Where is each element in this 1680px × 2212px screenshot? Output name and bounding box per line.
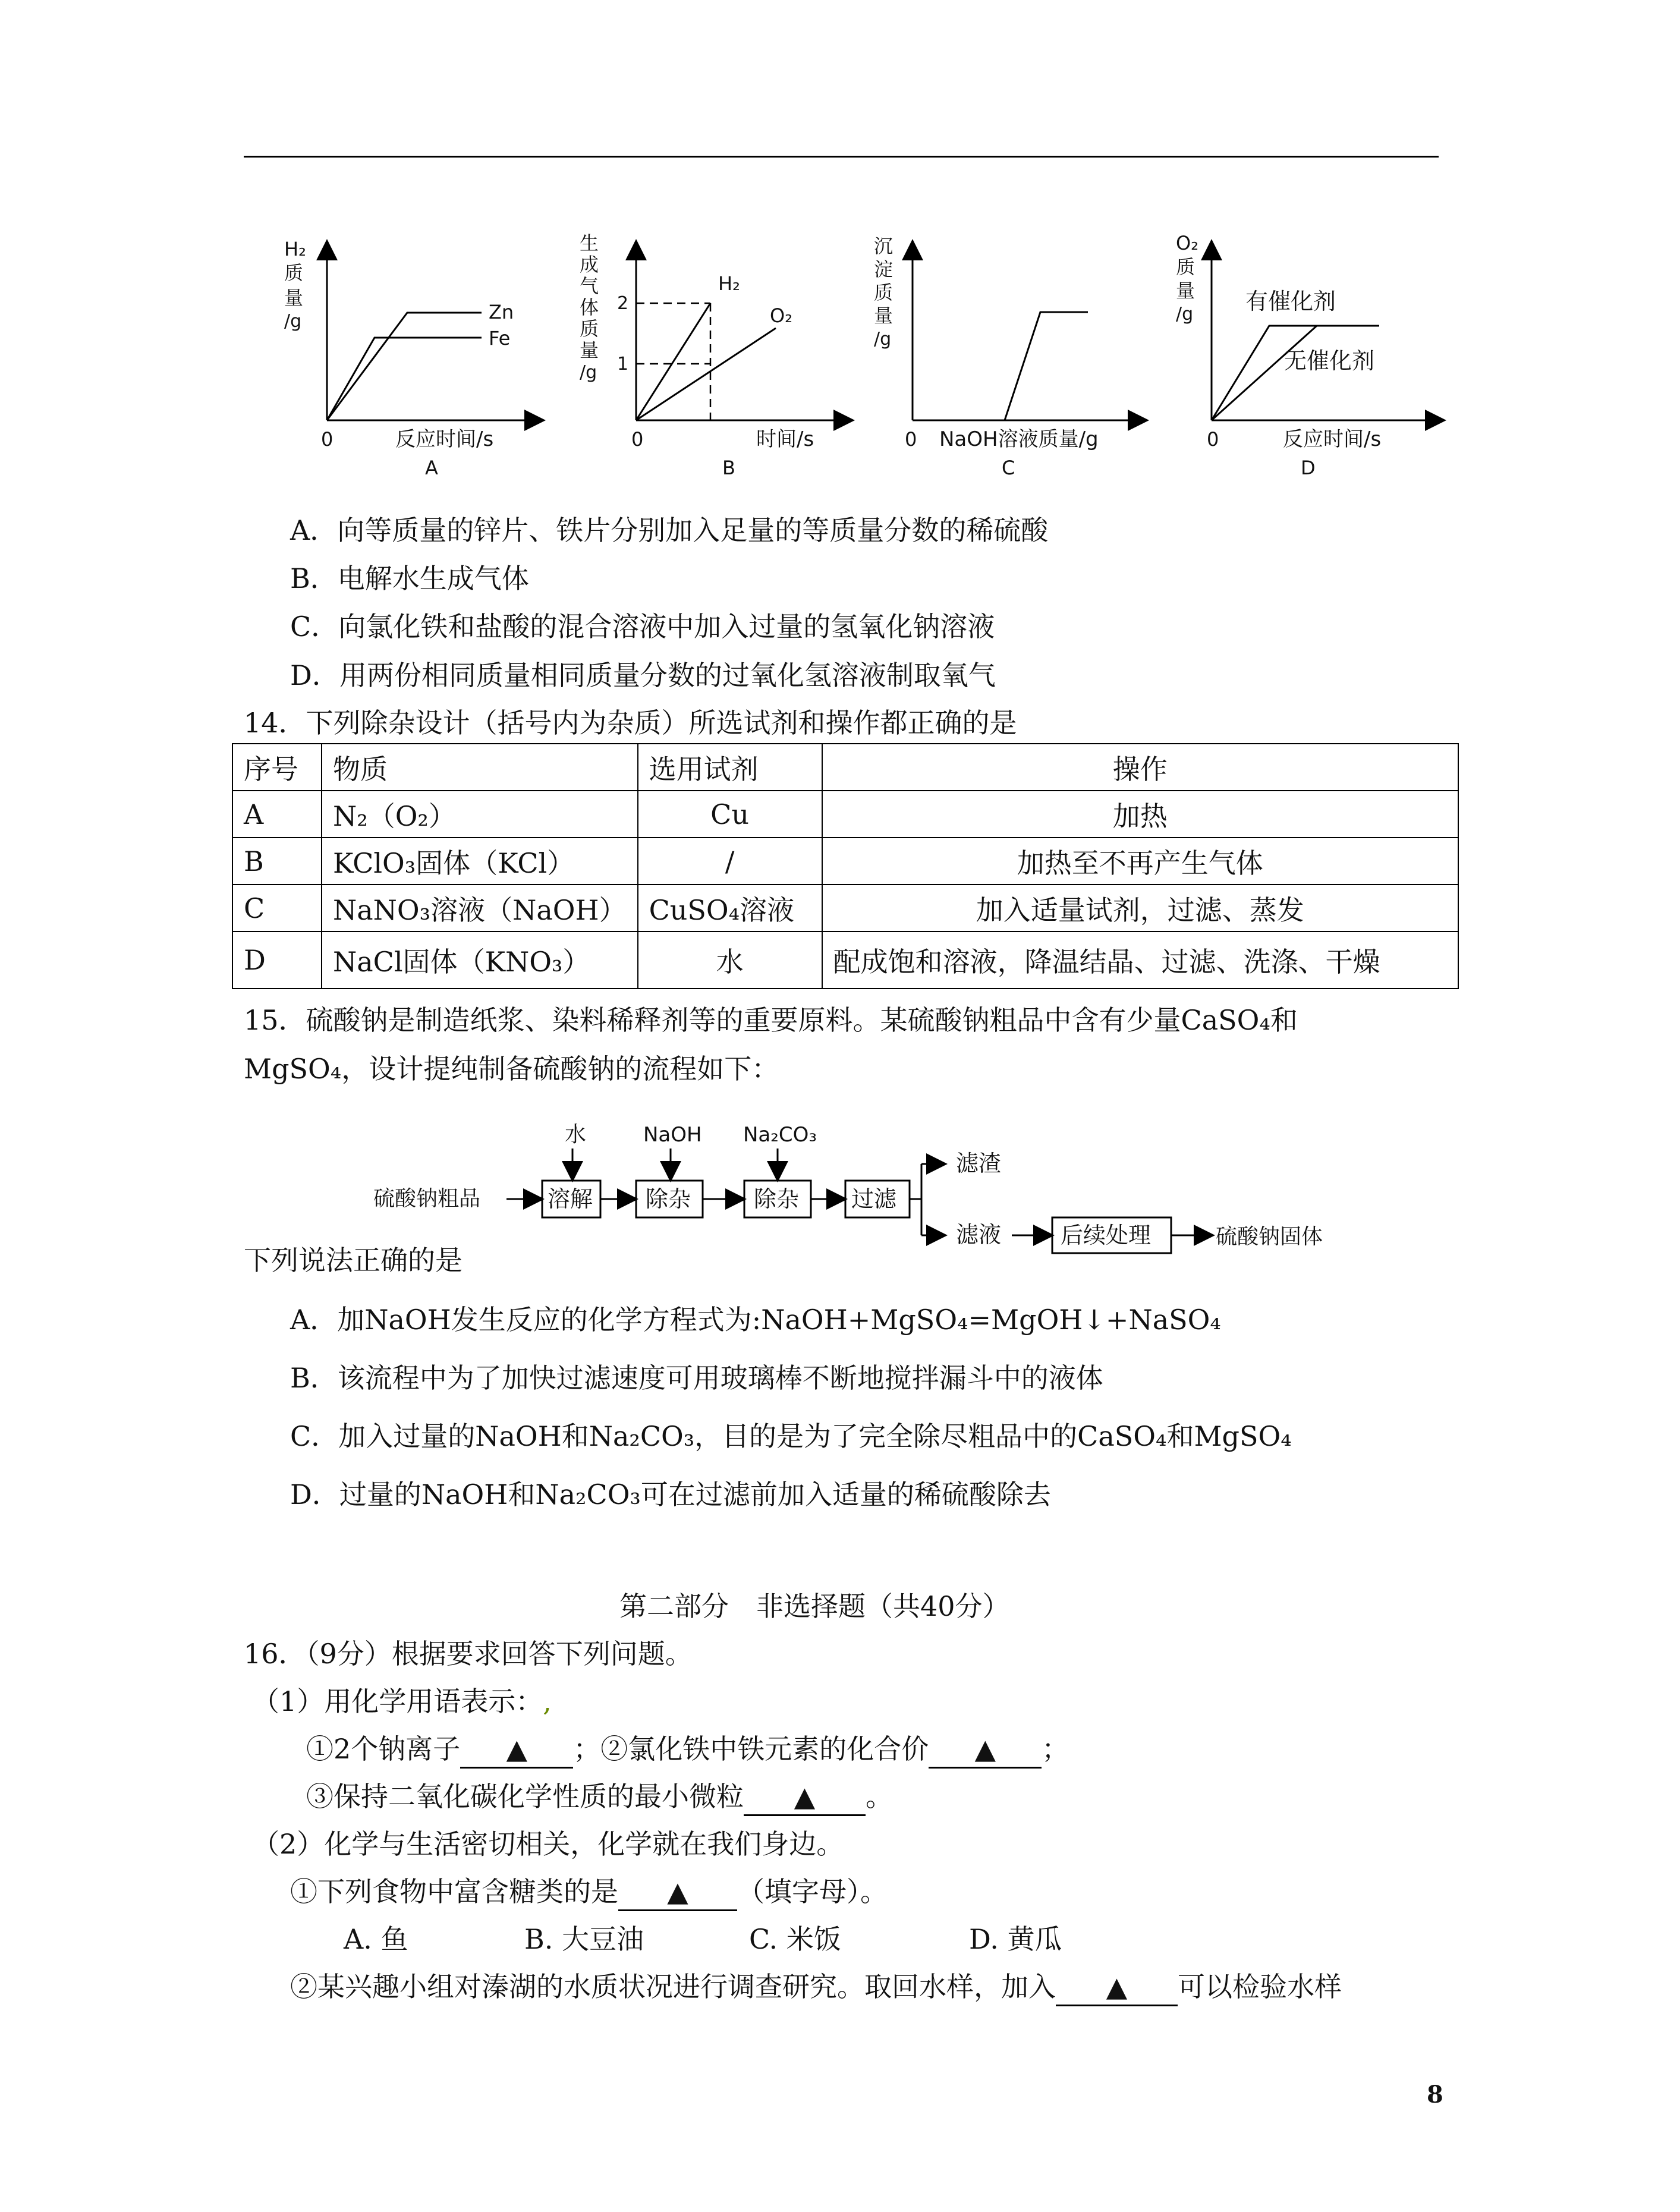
graph-c-ylabel-2: 质	[874, 281, 894, 304]
table-cell: KClO₃固体（KCl）	[322, 838, 638, 885]
q15-stem-1: 15．硫酸钠是制造纸浆、染料稀释剂等的重要原料。某硫酸钠粗品中含有少量CaSO₄和	[244, 1004, 1298, 1036]
q16-sub1-mark: ,	[543, 1685, 552, 1717]
page-number: 8	[1427, 2081, 1443, 2109]
q16-l4b: 可以检验水样	[1178, 1971, 1342, 2003]
q16-l1a: ①2个钠离子	[306, 1733, 461, 1765]
q15-stem-2: MgSO₄，设计提纯制备硫酸钠的流程如下：	[244, 1053, 779, 1085]
flow-box-post-label: 后续处理	[1061, 1222, 1152, 1248]
graph-c-line	[913, 312, 1088, 420]
table-cell: D	[232, 932, 322, 989]
q15-option-c: C．加入过量的NaOH和Na₂CO₃，目的是为了完全除尽粗品中的CaSO₄和MgSO₄	[290, 1420, 1292, 1452]
q15-option-d: D．过量的NaOH和Na₂CO₃可在过滤前加入适量的稀硫酸除去	[290, 1478, 1051, 1511]
graph-c-ylabel-3: 量	[874, 304, 894, 327]
q16-line-4	[290, 1969, 1342, 2006]
q16-line-3	[290, 1874, 888, 1911]
table-row	[232, 791, 1458, 838]
graph-b-ylabel-6: /g	[580, 362, 597, 383]
q16-stem: 16．（9分）根据要求回答下列问题。	[244, 1638, 693, 1670]
q14-stem: 14．下列除杂设计（括号内为杂质）所选试剂和操作都正确的是	[244, 707, 1017, 739]
table-cell: 加入适量试剂，过滤、蒸发	[822, 885, 1458, 932]
flow-input-na2co3: Na₂CO₃	[743, 1123, 817, 1147]
q16-sub2: （2）化学与生活密切相关，化学就在我们身边。	[252, 1828, 844, 1860]
graph-a-ylabel-0: H₂	[284, 238, 306, 260]
graph-c-ylabel-0: 沉	[874, 235, 894, 257]
q16-line-1	[306, 1731, 1069, 1769]
q15-prompt: 下列说法正确的是	[244, 1244, 463, 1276]
th-reagent: 选用试剂	[638, 744, 822, 791]
graph-d-series-catalyst: 有催化剂	[1245, 288, 1336, 314]
table-cell: C	[232, 885, 322, 932]
flow-box-dissolve-label: 溶解	[548, 1186, 593, 1212]
q15-flowchart	[369, 1118, 1415, 1260]
table-cell: CuSO₄溶液	[638, 885, 822, 932]
flow-filtrate: 滤液	[956, 1222, 1002, 1248]
table-cell: NaCl固体（KNO₃）	[322, 932, 638, 989]
graph-b-ylabel-4: 质	[580, 317, 599, 340]
graph-b-ylabel-2: 气	[580, 275, 599, 297]
table-header-row	[232, 744, 1458, 791]
table-cell: 加热至不再产生气体	[822, 838, 1458, 885]
graphs-row	[262, 226, 1480, 482]
graph-b-tick-2: 2	[617, 293, 629, 314]
table-cell: N₂（O₂）	[322, 791, 638, 838]
graph-a-series-zn: Zn	[489, 301, 514, 323]
graph-a-line-zn	[327, 313, 482, 420]
graph-c-xlabel: NaOH溶液质量/g	[939, 427, 1099, 451]
choice-a: A. 鱼	[344, 1923, 408, 1955]
graph-d-xlabel: 反应时间/s	[1283, 427, 1382, 451]
graph-b-series-h2: H₂	[718, 272, 740, 295]
graph-a-xlabel: 反应时间/s	[395, 427, 494, 451]
graph-b-label: B	[722, 457, 735, 479]
q14-table	[232, 743, 1459, 989]
answer-blank-3[interactable]: ▲	[744, 1779, 866, 1816]
choice-d: D. 黄瓜	[969, 1923, 1062, 1955]
graph-b-line-o2	[636, 328, 776, 420]
table-cell: NaNO₃溶液（NaOH）	[322, 885, 638, 932]
graph-b	[580, 232, 844, 479]
graph-b-xlabel: 时间/s	[756, 427, 814, 451]
graph-c-ylabel-1: 淀	[874, 258, 894, 281]
q13-option-b: B．电解水生成气体	[290, 562, 529, 594]
flow-input-naoh: NaOH	[643, 1123, 702, 1147]
th-substance: 物质	[322, 744, 638, 791]
flow-start: 硫酸钠粗品	[373, 1187, 481, 1211]
choice-c: C. 米饭	[749, 1923, 841, 1955]
flow-residue: 滤渣	[956, 1150, 1002, 1176]
graph-a-origin: 0	[321, 428, 334, 451]
graph-d-ylabel-1: 质	[1176, 256, 1195, 278]
q13-option-d: D．用两份相同质量相同质量分数的过氧化氢溶液制取氧气	[290, 659, 996, 691]
graph-d-ylabel-0: O₂	[1176, 232, 1199, 254]
q15-option-a: A．加NaOH发生反应的化学方程式为:NaOH+MgSO₄=MgOH↓+NaSO₄	[290, 1304, 1221, 1336]
graph-c	[874, 235, 1138, 479]
answer-blank-4[interactable]: ▲	[618, 1874, 737, 1911]
graph-d-ylabel-3: /g	[1176, 304, 1194, 325]
q16-line-2	[306, 1779, 893, 1816]
graph-b-ylabel-0: 生	[580, 232, 599, 254]
q16-l3a: ①下列食物中富含糖类的是	[290, 1876, 618, 1908]
graph-b-tick-1: 1	[617, 354, 629, 375]
flow-input-water: 水	[565, 1122, 587, 1147]
flow-end: 硫酸钠固体	[1216, 1225, 1323, 1249]
table-row	[232, 838, 1458, 885]
header-rule	[244, 156, 1439, 158]
table-cell: 配成饱和溶液，降温结晶、过滤、洗涤、干燥	[822, 932, 1458, 989]
graph-c-label: C	[1002, 457, 1015, 479]
q16-l3b: （填字母）。	[737, 1876, 888, 1908]
q16-sub1	[252, 1684, 552, 1719]
q13-option-a: A．向等质量的锌片、铁片分别加入足量的等质量分数的稀硫酸	[290, 514, 1049, 546]
th-operation: 操作	[822, 744, 1458, 791]
q15-option-b: B．该流程中为了加快过滤速度可用玻璃棒不断地搅拌漏斗中的液体	[290, 1362, 1103, 1394]
answer-blank-1[interactable]: ▲	[460, 1731, 573, 1769]
q16-l2b: 。	[866, 1780, 893, 1813]
q13-option-c: C．向氯化铁和盐酸的混合溶液中加入过量的氢氧化钠溶液	[290, 611, 995, 643]
table-cell: 加热	[822, 791, 1458, 838]
table-row	[232, 885, 1458, 932]
table-cell: 水	[638, 932, 822, 989]
graph-a-ylabel-3: /g	[284, 311, 302, 332]
q16-l2a: ③保持二氧化碳化学性质的最小微粒	[306, 1780, 744, 1813]
q16-l1c: ；	[1042, 1733, 1069, 1765]
table-cell: /	[638, 838, 822, 885]
table-cell: B	[232, 838, 322, 885]
graph-c-ylabel-4: /g	[874, 329, 892, 350]
answer-blank-2[interactable]: ▲	[929, 1731, 1042, 1769]
table-row	[232, 932, 1458, 989]
graph-d-origin: 0	[1207, 428, 1219, 451]
graph-a-label: A	[425, 457, 438, 479]
flow-box-purify-1-label: 除杂	[646, 1186, 691, 1212]
graph-b-ylabel-1: 成	[580, 253, 599, 276]
graph-b-series-o2: O₂	[770, 304, 793, 327]
q16-sub1-text: （1）用化学用语表示：	[252, 1685, 543, 1717]
table-cell: Cu	[638, 791, 822, 838]
graph-a-line-fe	[327, 338, 482, 420]
graph-d	[1176, 232, 1436, 479]
choice-b: B. 大豆油	[524, 1923, 644, 1955]
graph-a-series-fe: Fe	[489, 327, 511, 350]
graph-b-ylabel-5: 量	[580, 339, 599, 361]
graph-b-origin: 0	[631, 428, 644, 451]
answer-blank-5[interactable]: ▲	[1056, 1969, 1178, 2006]
flow-box-filter-label: 过滤	[851, 1186, 897, 1212]
table-cell: A	[232, 791, 322, 838]
q16-l1b: ；②氯化铁中铁元素的化合价	[573, 1733, 929, 1765]
graph-a	[284, 238, 535, 479]
graph-b-line-h2	[636, 303, 710, 420]
th-index: 序号	[232, 744, 322, 791]
q16-l4a: ②某兴趣小组对溱湖的水质状况进行调查研究。取回水样，加入	[290, 1971, 1056, 2003]
graph-c-origin: 0	[905, 428, 917, 451]
flow-box-purify-2-label: 除杂	[754, 1186, 800, 1212]
graph-d-label: D	[1301, 457, 1316, 479]
graph-a-ylabel-2: 量	[284, 287, 304, 309]
part2-title: 第二部分 非选择题（共40分）	[619, 1590, 1010, 1622]
graph-d-ylabel-2: 量	[1176, 279, 1195, 302]
graph-d-series-no-catalyst: 无催化剂	[1284, 348, 1375, 374]
graph-a-ylabel-1: 质	[284, 262, 304, 284]
graph-b-ylabel-3: 体	[580, 296, 599, 319]
